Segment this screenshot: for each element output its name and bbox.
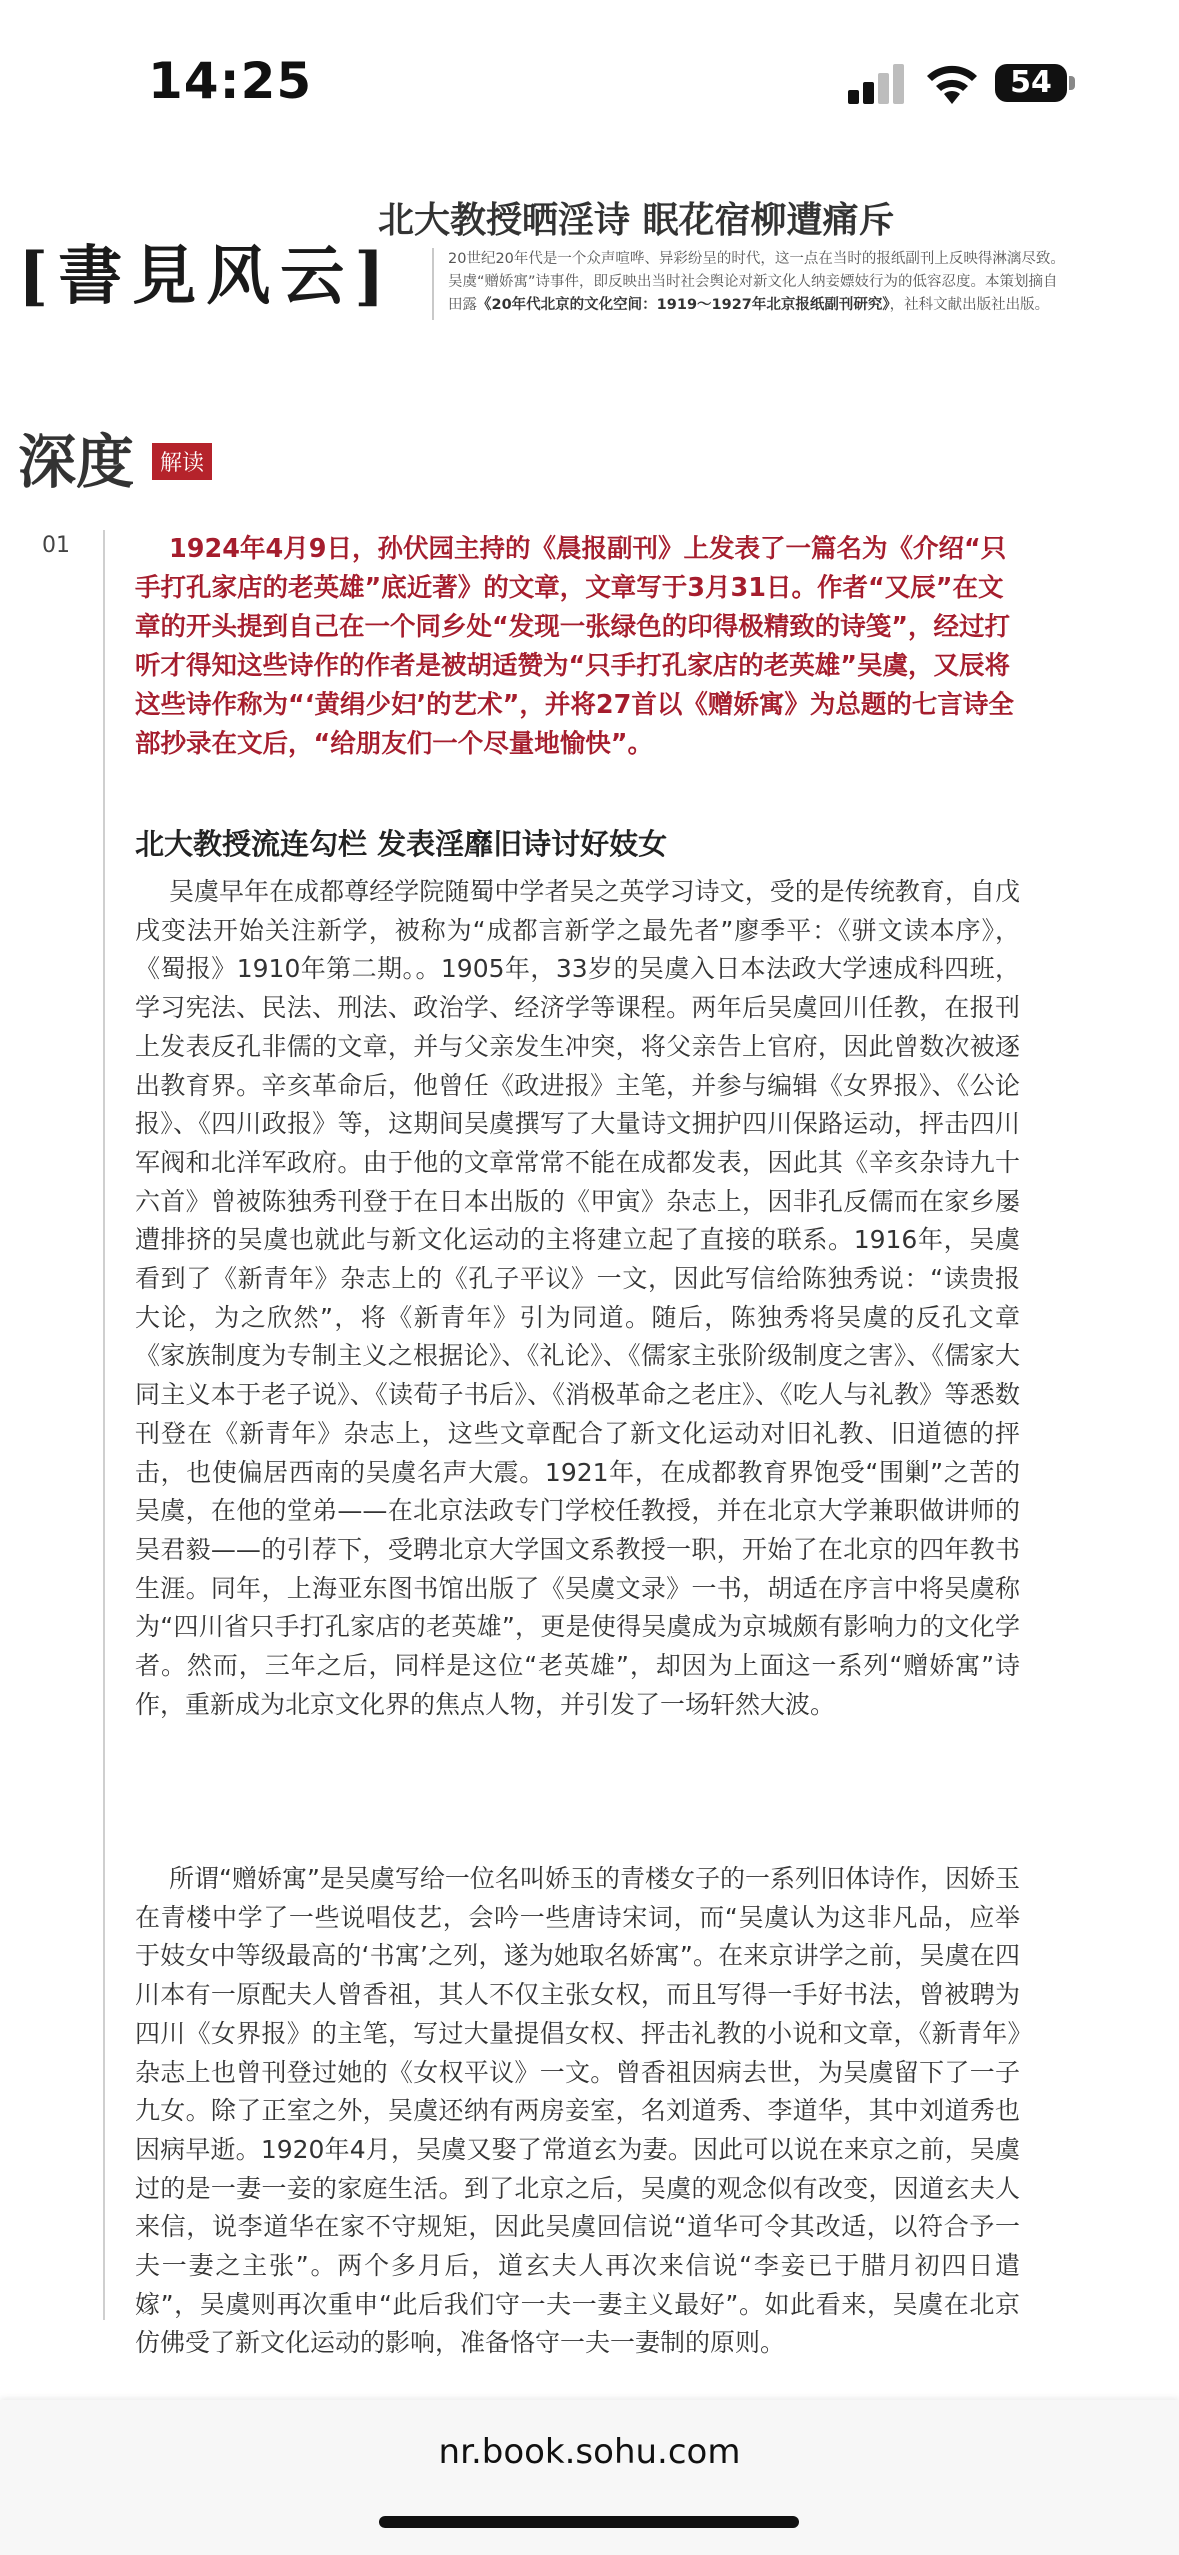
article-paragraph: 所谓“赠娇寓”是吴虞写给一位名叫娇玉的青楼女子的一系列旧体诗作，因娇玉在青楼中学了一些说唱伎艺，会吟一些唐诗宋词，而“吴虞认为这非凡品，应举于妓女中等级最高的‘书寓’之列，遂为她取名娇寓”。在来京讲学之前，吴虞在四川本有一原配夫人曾香祖，其人不仅主张女权，而且写得一手好书法，曾被聘为四川《女界报》的主笔，写过大量提倡女权、抨击礼教的小说和文章，《新青年》杂志上也曾刊登过她的《女权平议》一文。曾香祖因病去世，为吴虞留下了一子九女。除了正室之外，吴虞还纳有两房妾室，名刘道秀、李道华，其中刘道秀也因病早逝。1920年4月，吴虞又娶了常道玄为妻。因此可以说在来京之前，吴虞过的是一妻一妾的家庭生活。到了北京之后，吴虞的观念似有改变，因道玄夫人来信，说李道华在家不守规矩，因此吴虞回信说“道华可令其改适，以符合予一夫一妻之主张”。两个多月后，道玄夫人再次来信说“李妾已于腊月初四日遣嫁”，吴虞则再次重申“此后我们守一夫一妻主义最好”。如此看来，吴虞在北京仿佛受了新文化运动的影响，准备恪守一夫一妻制的原则。 [135, 1864, 1020, 2358]
signal-icon [848, 64, 906, 104]
article-left-rule [103, 530, 105, 2320]
header-description [448, 248, 1068, 317]
section-title: 深度 [18, 428, 135, 496]
wifi-icon [922, 60, 982, 106]
header-description-line: 20世纪20年代是一个众声喧哗、异彩纷呈的时代，这一点在当时的报纸副刊上反映得淋漓尽致。 [448, 251, 1065, 267]
source-author: 田露 [448, 297, 477, 313]
source-publisher: ，社科文献出版社出版。 [889, 297, 1050, 313]
header-description-line [448, 294, 1068, 317]
home-indicator[interactable] [379, 2516, 799, 2528]
article-subheading: 北大教授流连勾栏 发表淫靡旧诗讨好妓女 [135, 827, 668, 861]
status-bar [0, 0, 1179, 140]
address-bar-url[interactable]: nr.book.sohu.com [438, 2432, 741, 2472]
article-paragraph: 吴虞早年在成都尊经学院随蜀中学者吴之英学习诗文，受的是传统教育，自戊戌变法开始关注新学，被称为“成都言新学之最先者”廖季平：《骈文读本序》，《蜀报》1910年第二期。。1905年，33岁的吴虞入日本法政大学速成科四班，学习宪法、民法、刑法、政治学、经济学等课程。两年后吴虞回川任教，在报刊上发表反孔非儒的文章，并与父亲发生冲突，将父亲告上官府，因此曾数次被逐出教育界。辛亥革命后，他曾任《政进报》主笔，并参与编辑《女界报》、《公论报》、《四川政报》等，这期间吴虞撰写了大量诗文拥护四川保路运动，抨击四川军阀和北洋军政府。由于他的文章常常不能在成都发表，因此其《辛亥杂诗九十六首》曾被陈独秀刊登于在日本出版的《甲寅》杂志上，因非孔反儒而在家乡屡遭排挤的吴虞也就此与新文化运动的主将建立起了直接的联系。1916年，吴虞看到了《新青年》杂志上的《孔子平议》一文，因此写信给陈独秀说：“读贵报大论，为之欣然”，将《新青年》引为同道。随后，陈独秀将吴虞的反孔文章《家族制度为专制主义之根据论》、《礼论》、《儒家主张阶级制度之害》、《儒家大同主义本于老子说》、《读荀子书后》、《消极革命之老庄》、《吃人与礼教》等悉数刊登在《新青年》杂志上，这些文章配合了新文化运动对旧礼教、旧道德的抨击，也使偏居西南的吴虞名声大震。1921年，在成都教育界饱受“围剿”之苦的吴虞，在他的堂弟——在北京法政专门学校任教授，并在北京大学兼职做讲师的吴君毅——的引荐下，受聘北京大学国文系教授一职，开始了在北京的四年教书生涯。同年，上海亚东图书馆出版了《吴虞文录》一书，胡适在序言中将吴虞称为“四川省只手打孔家店的老英雄”，更是使得吴虞成为京城颇有影响力的文化学者。然而，三年之后，同样是这位“老英雄”，却因为上面这一系列“赠娇寓”诗作，重新成为北京文化界的焦点人物，并引发了一场轩然大波。 [135, 877, 1020, 1719]
battery-icon: 54 [995, 64, 1067, 102]
paragraph-number: 01 [42, 533, 70, 558]
battery-tip [1069, 76, 1075, 90]
article-lead: 1924年4月9日，孙伏园主持的《晨报副刊》上发表了一篇名为《介绍“只手打孔家店的老英雄”底近著》的文章，文章写于3月31日。作者“又辰”在文章的开头提到自己在一个同乡处“发现一张绿色的印得极精致的诗笺”，经过打听才得知这些诗作的作者是被胡适赞为“只手打孔家店的老英雄”吴虞，又辰将这些诗作称为“‘黄绢少妇’的艺术”，并将27首以《赠娇寓》为总题的七言诗全部抄录在文后，“给朋友们一个尽量地愉快”。 [135, 534, 1014, 759]
header-description-line: 吴虞“赠娇寓”诗事件，即反映出当时社会舆论对新文化人纳妾嫖妓行为的低容忍度。本策划摘自 [448, 274, 1058, 290]
section-tag: 解读 [152, 443, 212, 480]
column-logo: [書見风云] [18, 239, 395, 314]
source-book-title: 《20年代北京的文化空间：1919～1927年北京报纸副刊研究》 [477, 297, 890, 313]
headline: 北大教授晒淫诗 眠花宿柳遭痛斥 [378, 200, 895, 241]
browser-bottom-bar [0, 2400, 1179, 2555]
status-time: 14:25 [148, 52, 313, 110]
header-divider [432, 248, 434, 320]
